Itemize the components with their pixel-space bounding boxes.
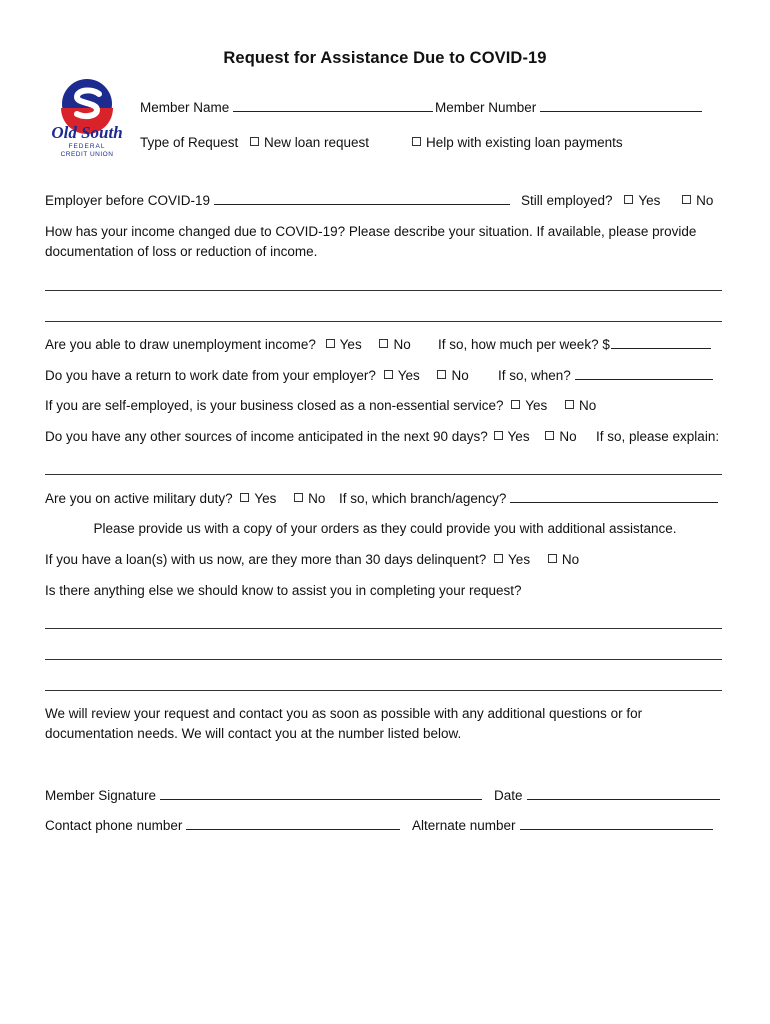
checkbox-icon[interactable] bbox=[545, 431, 554, 440]
anything-else-question: Is there anything else we should know to assist you in completing your request? bbox=[45, 583, 522, 598]
self-employed-label: If you are self-employed, is your business closed as a non-essential service? bbox=[45, 398, 504, 413]
credit-union-logo bbox=[47, 78, 127, 160]
income-changed-question-cont: documentation of loss or reduction of income. bbox=[45, 244, 318, 259]
no-label: No bbox=[561, 552, 580, 567]
member-name-field[interactable] bbox=[140, 99, 437, 117]
checkbox-icon[interactable] bbox=[294, 493, 303, 502]
yes-label: Yes bbox=[254, 491, 277, 506]
yes-label: Yes bbox=[638, 193, 661, 208]
delinquent-yes[interactable] bbox=[494, 551, 530, 569]
no-label: No bbox=[559, 429, 577, 444]
checkbox-icon[interactable] bbox=[412, 137, 421, 146]
checkbox-icon[interactable] bbox=[548, 554, 557, 563]
checkbox-icon[interactable] bbox=[682, 195, 691, 204]
checkbox-icon[interactable] bbox=[437, 370, 446, 379]
checkbox-icon[interactable] bbox=[250, 137, 259, 146]
still-employed-yes[interactable] bbox=[624, 192, 660, 210]
orders-note: Please provide us with a copy of your orders as they could provide you with additional assistance. bbox=[93, 521, 677, 536]
no-label: No bbox=[451, 368, 469, 383]
alternate-number-blank[interactable] bbox=[520, 817, 713, 830]
member-name-label: Member Name bbox=[140, 100, 230, 115]
alternate-number-field[interactable] bbox=[412, 817, 717, 835]
still-employed-question bbox=[521, 192, 713, 210]
yes-label: Yes bbox=[397, 368, 420, 383]
contact-phone-label: Contact phone number bbox=[45, 818, 183, 833]
branch-label: If so, which branch/agency? bbox=[339, 491, 507, 506]
still-employed-no[interactable] bbox=[682, 192, 713, 210]
member-signature-label: Member Signature bbox=[45, 788, 157, 803]
svg-text:Old South: Old South bbox=[51, 123, 123, 142]
yes-label: Yes bbox=[508, 552, 531, 567]
if-so-when-label: If so, when? bbox=[498, 368, 571, 383]
checkbox-icon[interactable] bbox=[326, 339, 335, 348]
new-loan-label: New loan request bbox=[264, 135, 370, 150]
return-date-no[interactable] bbox=[437, 367, 468, 385]
military-label: Are you on active military duty? bbox=[45, 491, 233, 506]
checkbox-icon[interactable] bbox=[494, 431, 503, 440]
checkbox-icon[interactable] bbox=[494, 554, 503, 563]
logo-emblem-icon bbox=[47, 78, 127, 160]
checkbox-icon[interactable] bbox=[624, 195, 633, 204]
alternate-number-label: Alternate number bbox=[412, 818, 516, 833]
svg-text:CREDIT UNION: CREDIT UNION bbox=[60, 151, 114, 158]
svg-text:FEDERAL: FEDERAL bbox=[68, 143, 106, 150]
military-yes[interactable] bbox=[240, 490, 276, 508]
type-of-request-label: Type of Request bbox=[140, 135, 239, 150]
member-name-blank[interactable] bbox=[233, 99, 433, 112]
military-no[interactable] bbox=[294, 490, 325, 508]
unemployment-label: Are you able to draw unemployment income? bbox=[45, 337, 316, 352]
member-signature-blank[interactable] bbox=[160, 787, 482, 800]
closing-text-line1: We will review your request and contact you as soon as possible with any additional questions or for bbox=[45, 706, 643, 721]
help-existing-option[interactable] bbox=[412, 134, 623, 152]
checkbox-icon[interactable] bbox=[511, 400, 520, 409]
self-employed-no[interactable] bbox=[565, 397, 596, 415]
answer-line[interactable] bbox=[45, 628, 722, 629]
answer-line[interactable] bbox=[45, 474, 722, 475]
member-number-field[interactable] bbox=[435, 99, 706, 117]
if-so-when-blank[interactable] bbox=[575, 367, 713, 380]
other-income-no[interactable] bbox=[545, 428, 576, 446]
return-date-label: Do you have a return to work date from your employer? bbox=[45, 368, 376, 383]
answer-line[interactable] bbox=[45, 290, 722, 291]
self-employed-question bbox=[45, 397, 596, 415]
date-field[interactable] bbox=[494, 787, 724, 805]
delinquent-question bbox=[45, 551, 579, 569]
member-signature-field[interactable] bbox=[45, 787, 486, 805]
date-label: Date bbox=[494, 788, 523, 803]
how-much-blank[interactable] bbox=[611, 336, 711, 349]
answer-line[interactable] bbox=[45, 690, 722, 691]
delinquent-label: If you have a loan(s) with us now, are they more than 30 days delinquent? bbox=[45, 552, 487, 567]
income-changed-question: How has your income changed due to COVID-19? Please describe your situation. If available, please provide bbox=[45, 224, 697, 239]
answer-line[interactable] bbox=[45, 321, 722, 322]
checkbox-icon[interactable] bbox=[384, 370, 393, 379]
page-title: Request for Assistance Due to COVID-19 bbox=[223, 49, 547, 67]
military-question bbox=[45, 490, 325, 508]
self-employed-yes[interactable] bbox=[511, 397, 547, 415]
branch-field[interactable] bbox=[339, 490, 722, 508]
employer-blank[interactable] bbox=[214, 192, 510, 205]
no-label: No bbox=[579, 398, 597, 413]
yes-label: Yes bbox=[339, 337, 362, 352]
checkbox-icon[interactable] bbox=[240, 493, 249, 502]
new-loan-option[interactable] bbox=[250, 134, 369, 152]
closing-text-line2: documentation needs. We will contact you at the number listed below. bbox=[45, 726, 462, 741]
unemployment-yes[interactable] bbox=[326, 336, 362, 354]
yes-label: Yes bbox=[525, 398, 548, 413]
still-employed-label: Still employed? bbox=[521, 193, 613, 208]
other-income-yes[interactable] bbox=[494, 428, 530, 446]
how-much-label: If so, how much per week? $ bbox=[438, 337, 610, 352]
no-label: No bbox=[393, 337, 411, 352]
help-existing-label: Help with existing loan payments bbox=[426, 135, 623, 150]
date-blank[interactable] bbox=[527, 787, 720, 800]
employer-label: Employer before COVID-19 bbox=[45, 193, 211, 208]
no-label: No bbox=[696, 193, 714, 208]
employer-field[interactable] bbox=[45, 192, 514, 210]
unemployment-no[interactable] bbox=[379, 336, 410, 354]
return-date-question bbox=[45, 367, 469, 385]
return-date-yes[interactable] bbox=[384, 367, 420, 385]
checkbox-icon[interactable] bbox=[565, 400, 574, 409]
explain-label: If so, please explain: bbox=[596, 429, 720, 444]
unemployment-question bbox=[45, 336, 411, 354]
branch-blank[interactable] bbox=[510, 490, 718, 503]
other-income-label: Do you have any other sources of income anticipated in the next 90 days? bbox=[45, 429, 488, 444]
contact-phone-field[interactable] bbox=[45, 817, 404, 835]
contact-phone-blank[interactable] bbox=[186, 817, 400, 830]
delinquent-no[interactable] bbox=[548, 551, 579, 569]
other-income-question bbox=[45, 428, 577, 446]
yes-label: Yes bbox=[507, 429, 530, 444]
if-so-when-field[interactable] bbox=[498, 367, 717, 385]
how-much-field[interactable] bbox=[438, 336, 715, 354]
member-number-blank[interactable] bbox=[540, 99, 702, 112]
answer-line[interactable] bbox=[45, 659, 722, 660]
member-number-label: Member Number bbox=[435, 100, 537, 115]
no-label: No bbox=[308, 491, 326, 506]
checkbox-icon[interactable] bbox=[379, 339, 388, 348]
